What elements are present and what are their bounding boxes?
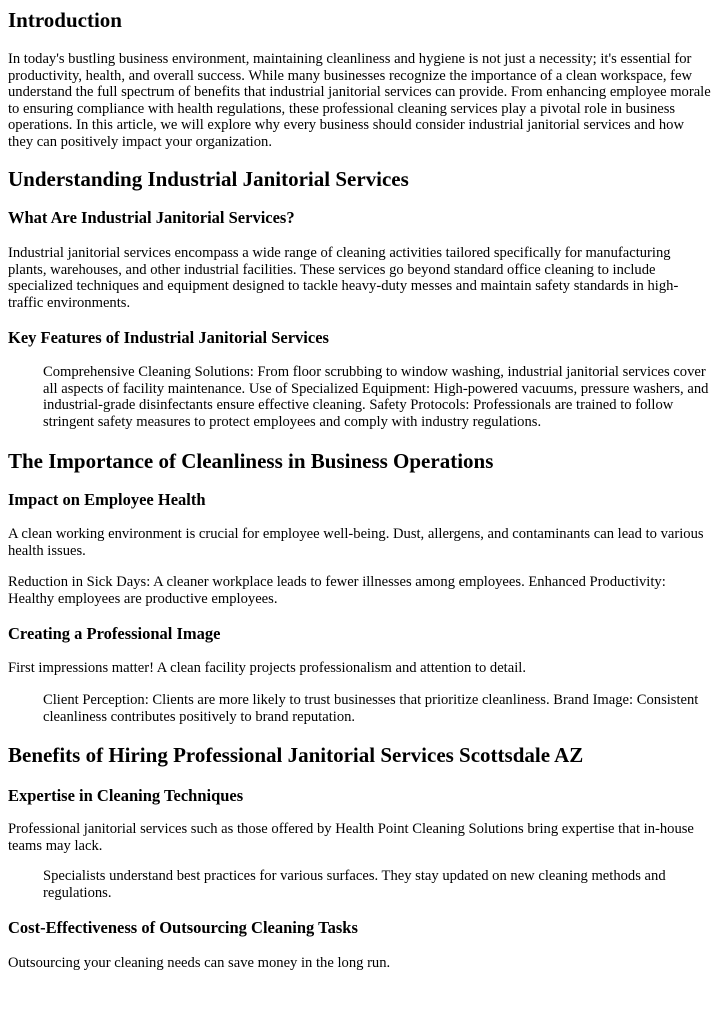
subheading-cost-effectiveness: Cost-Effectiveness of Outsourcing Cleaning Tasks [8, 918, 358, 937]
expertise-quote: Specialists understand best practices for various surfaces. They stay updated on new cleaning methods and regulations. [43, 868, 666, 901]
heading-importance: The Importance of Cleanliness in Business Operations [8, 449, 494, 473]
subheading-expertise: Expertise in Cleaning Techniques [8, 786, 244, 805]
heading-understanding: Understanding Industrial Janitorial Services [8, 167, 409, 191]
employee-health-paragraph: A clean working environment is crucial for employee well-being. Dust, allergens, and contaminants can lead to various health issues. [8, 526, 704, 559]
intro-paragraph: In today's bustling business environment, maintaining cleanliness and hygiene is not just a necessity; it's essential for productivity, health, and overall success. While many businesses recognize the importance of a clean workspace, few understand the full spectrum of benefits that industrial janitorial services can provide. From enhancing employee morale to ensuring compliance with health regulations, these professional cleaning services play a pivotal role in business operations. In this article, we will explore why every business should consider industrial janitorial services and how they can positively impact your organization. [8, 51, 711, 150]
professional-image-paragraph: First impressions matter! A clean facility projects professionalism and attention to detail. [8, 660, 526, 676]
subheading-what-are: What Are Industrial Janitorial Services? [8, 208, 295, 227]
sick-days-paragraph: Reduction in Sick Days: A cleaner workplace leads to fewer illnesses among employees. Enhanced Productivity: Healthy employees are productive employees. [8, 574, 666, 607]
professional-image-quote: Client Perception: Clients are more likely to trust businesses that prioritize cleanliness. Brand Image: Consistent cleanliness contributes positively to brand reputation. [43, 692, 699, 725]
key-features-quote: Comprehensive Cleaning Solutions: From floor scrubbing to window washing, industrial janitorial services cover all aspects of facility maintenance. Use of Specialized Equipment: High-powered vacuums, pressure washers, and industrial-grade disinfectants ensure effective cleaning. Safety Protocols: Professionals are trained to follow stringent safety measures to protect employees and comply with industry regulations. [43, 364, 709, 430]
expertise-paragraph: Professional janitorial services such as those offered by Health Point Cleaning Solutions bring expertise that in-house teams may lack. [8, 821, 694, 854]
subheading-key-features: Key Features of Industrial Janitorial Services [8, 328, 329, 347]
what-are-paragraph: Industrial janitorial services encompass a wide range of cleaning activities tailored specifically for manufacturing plants, warehouses, and other industrial facilities. These services go beyond standard office cleaning to include specialized techniques and equipment designed to tackle heavy-duty messes and maintain safety standards in high-traffic environments. [8, 245, 679, 311]
subheading-professional-image: Creating a Professional Image [8, 624, 221, 643]
heading-benefits: Benefits of Hiring Professional Janitorial Services Scottsdale AZ [8, 743, 584, 767]
cost-effectiveness-paragraph: Outsourcing your cleaning needs can save money in the long run. [8, 955, 391, 971]
subheading-employee-health: Impact on Employee Health [8, 490, 206, 509]
heading-introduction: Introduction [8, 8, 122, 32]
